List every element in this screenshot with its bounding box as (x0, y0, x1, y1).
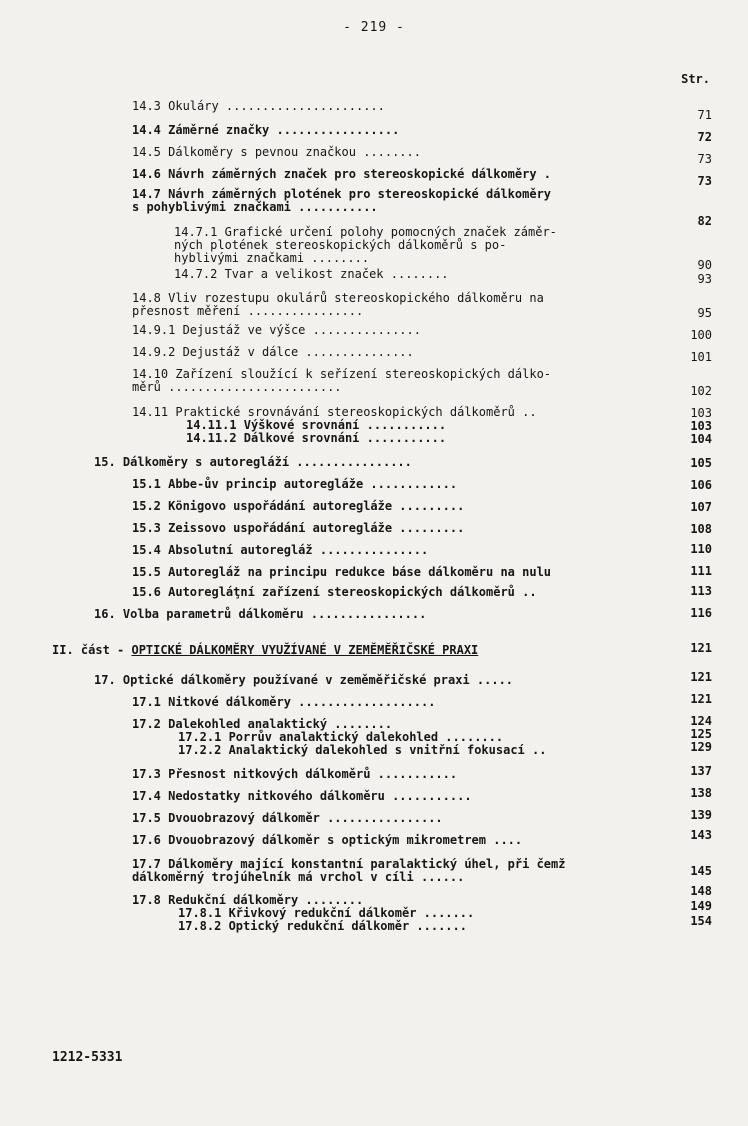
toc-entry-text: 17.4 Nedostatky nitkového dálkoměru ........... (132, 789, 472, 803)
toc-entry-page: 154 (690, 914, 712, 928)
toc-entry-text: 14.11 Praktické srovnávání stereoskopických dálkoměrů .. (132, 405, 537, 419)
toc-entry-text: 14.9.1 Dejustáž ve výšce ............... (132, 323, 421, 337)
toc-entry-text: 17.8 Redukční dálkoměry ........ (132, 893, 364, 907)
toc-entry-page: 103 (690, 406, 712, 420)
toc-entry-text: 14.9.2 Dejustáž v dálce ............... (132, 345, 414, 359)
toc-entry-text: 17.8.2 Optický redukční dálkoměr ....... (178, 919, 467, 933)
toc-entry-page: 148 (690, 884, 712, 898)
toc-entry-page: 139 (690, 808, 712, 822)
toc-entry-page: 107 (690, 500, 712, 514)
toc-entry-page: 82 (697, 214, 712, 228)
toc-entry-text: ných plotének stereoskopických dálkoměrů s po- (174, 238, 507, 252)
toc-entry-text: 15.5 Autoregláž na principu redukce báse dálkoměru na nulu (132, 565, 552, 579)
toc-entry-text: 17.2.2 Analaktický dalekohled s vnitřní fokusací .. (178, 743, 547, 757)
toc-entry-page: 105 (690, 456, 712, 470)
toc-entry-text: přesnost měření ................ (132, 304, 364, 318)
toc-entry-text: měrů ........................ (132, 380, 342, 394)
part-title: OPTICKÉ DÁLKOMĚRY VYUŽÍVANÉ V ZEMĚMĚŘIČSKÉ PRAXI (131, 643, 479, 657)
toc-entry-page: 111 (690, 564, 712, 578)
toc-entry-text: 14.7.1 Grafické určení polohy pomocných značek záměr- (174, 225, 557, 239)
part-heading (52, 643, 478, 657)
toc-entry-text: 17. Optické dálkoměry používané v zeměměřičské praxi ..... (94, 673, 514, 687)
toc-entry-page: 145 (690, 864, 712, 878)
toc-entry-page: 124 (690, 714, 712, 728)
toc-entry-page: 110 (690, 542, 712, 556)
toc-entry-text: 15.6 Autoregláţní zařízení stereoskopických dálkoměrů .. (132, 585, 537, 599)
toc-entry-page: 116 (690, 606, 712, 620)
toc-entry-page: 102 (690, 384, 712, 398)
toc-entry-page: 95 (697, 306, 712, 320)
toc-entry-text: 17.3 Přesnost nitkových dálkoměrů ........... (132, 767, 458, 781)
toc-entry-page: 125 (690, 727, 712, 741)
toc-entry-text: 17.6 Dvouobrazový dálkoměr s optickým mikrometrem .... (132, 833, 523, 847)
toc-entry-page: 137 (690, 764, 712, 778)
toc-entry-page: 108 (690, 522, 712, 536)
toc-entry-text: 14.3 Okuláry ...................... (132, 99, 385, 113)
toc-entry-page: 100 (690, 328, 712, 342)
toc-entry-text: s pohyblivými značkami ........... (132, 200, 378, 214)
part-page: 121 (690, 641, 712, 655)
toc-entry-text: 17.2.1 Porrův analaktický dalekohled ........ (178, 730, 504, 744)
page-column-header: Str. (681, 72, 710, 86)
toc-entry-page: 101 (690, 350, 712, 364)
toc-entry-page: 106 (690, 478, 712, 492)
toc-entry-page: 149 (690, 899, 712, 913)
toc-entry-page: 73 (697, 152, 712, 166)
toc-entry-text: dálkoměrný trojúhelník má vrchol v cíli ...... (132, 870, 465, 884)
toc-entry-text: 14.10 Zařízení sloužící k seřízení stereoskopických dálko- (132, 367, 552, 381)
toc-entry-text: 14.8 Vliv rozestupu okulárů stereoskopického dálkoměru na (132, 291, 544, 305)
toc-entry-text: 15.4 Absolutní autoregláž ............... (132, 543, 429, 557)
toc-entry-page: 113 (690, 584, 712, 598)
toc-entry-page: 138 (690, 786, 712, 800)
toc-entry-page: 121 (690, 670, 712, 684)
toc-entry-text: 14.11.2 Dálkové srovnání ........... (186, 431, 447, 445)
toc-entry-text: 16. Volba parametrů dálkoměru ................ (94, 607, 427, 621)
toc-entry-text: hyblivými značkami ........ (174, 251, 370, 265)
page-number: - 219 - (343, 20, 405, 35)
toc-entry-page: 90 (697, 258, 712, 272)
toc-entry-page: 72 (697, 130, 712, 144)
toc-entry-text: 14.5 Dálkoměry s pevnou značkou ........ (132, 145, 421, 159)
toc-entry-text: 14.7 Návrh záměrných plotének pro stereoskopické dálkoměry (132, 187, 552, 201)
footer-code: 1212-5331 (52, 1050, 123, 1065)
toc-entry-text: 17.7 Dálkoměry mající konstantní paralaktický úhel, při čemž (132, 857, 566, 871)
toc-entry-text: 14.4 Záměrné značky ................. (132, 123, 400, 137)
toc-entry-text: 17.2 Dalekohled analaktický ........ (132, 717, 393, 731)
toc-entry-text: 15.2 Königovo uspořádání autoregláže ......... (132, 499, 465, 513)
toc-entry-page: 121 (690, 692, 712, 706)
toc-entry-page: 103 (690, 419, 712, 433)
toc-entry-text: 17.1 Nitkové dálkoměry ................... (132, 695, 436, 709)
toc-entry-page: 93 (697, 272, 712, 286)
toc-entry-page: 73 (697, 174, 712, 188)
toc-entry-page: 104 (690, 432, 712, 446)
toc-entry-text: 17.5 Dvouobrazový dálkoměr ................ (132, 811, 443, 825)
toc-entry-text: 17.8.1 Křivkový redukční dálkoměr ....... (178, 906, 475, 920)
toc-entry-text: 14.11.1 Výškové srovnání ........... (186, 418, 447, 432)
toc-entry-text: 14.6 Návrh záměrných značek pro stereoskopické dálkoměry . (132, 167, 552, 181)
part-label: II. část - (52, 643, 125, 657)
toc-entry-text: 14.7.2 Tvar a velikost značek ........ (174, 267, 449, 281)
toc-entry-text: 15. Dálkoměry s autoregláží ................ (94, 455, 412, 469)
toc-entry-text: 15.3 Zeissovo uspořádání autoregláže ......... (132, 521, 465, 535)
toc-entry-page: 129 (690, 740, 712, 754)
toc-entry-page: 143 (690, 828, 712, 842)
toc-entry-text: 15.1 Abbe-ův princip autoregláže ............ (132, 477, 458, 491)
toc-entry-page: 71 (697, 108, 712, 122)
